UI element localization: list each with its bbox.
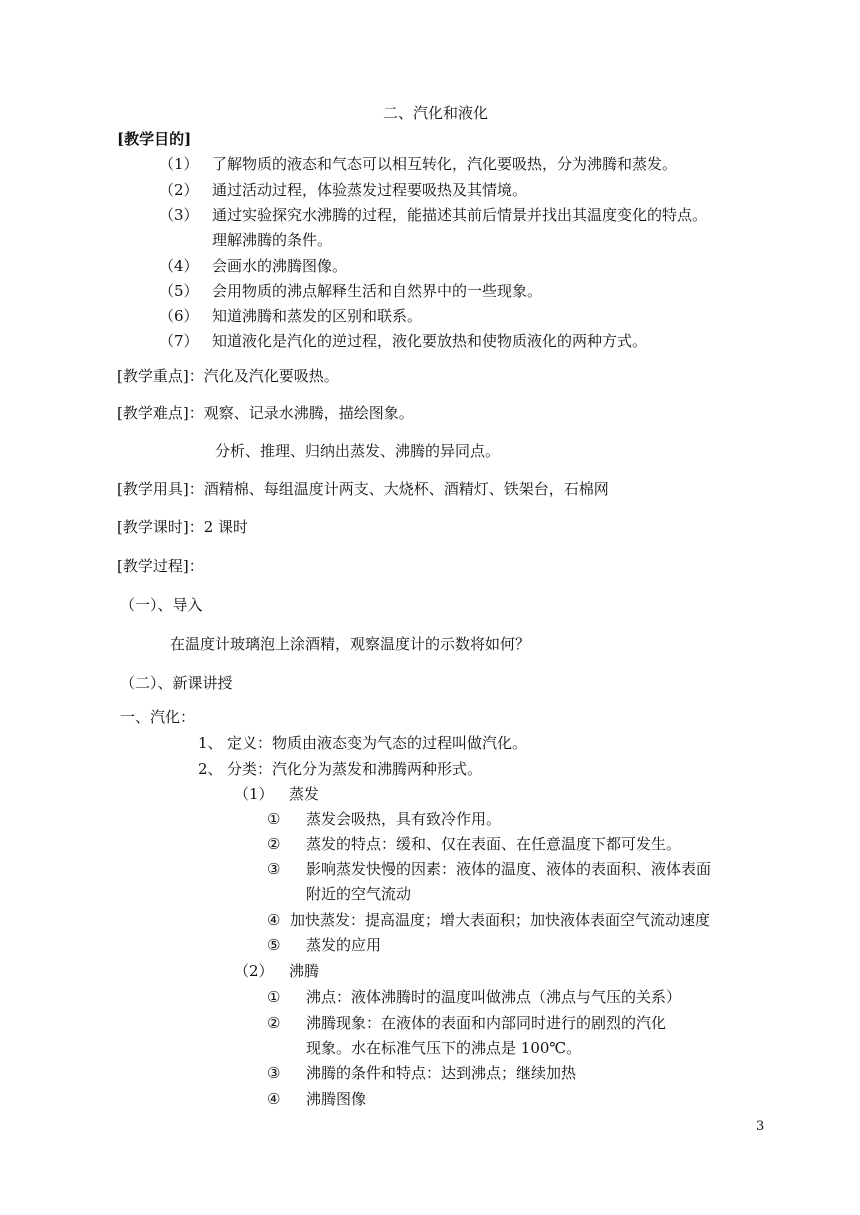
objective-text: 了解物质的液态和气态可以相互转化，汽化要吸热，分为沸腾和蒸发。 bbox=[212, 155, 678, 173]
list-marker: ① bbox=[267, 810, 281, 828]
vaporization-heading: 一、汽化： bbox=[120, 708, 196, 726]
evaporation-title: 蒸发 bbox=[289, 785, 320, 803]
intro-text: 在温度计玻璃泡上涂酒精，观察温度计的示数将如何？ bbox=[170, 635, 531, 653]
objective-text: 会画水的沸腾图像。 bbox=[212, 257, 348, 275]
list-marker: ⑤ bbox=[267, 936, 281, 954]
list-marker: ① bbox=[267, 988, 281, 1006]
new-lesson-heading: （二）、新课讲授 bbox=[120, 674, 233, 692]
objective-text: 知道液化是汽化的逆过程，液化要放热和使物质液化的两种方式。 bbox=[212, 332, 648, 350]
list-marker: ④ bbox=[267, 911, 281, 929]
page-number: 3 bbox=[756, 1119, 765, 1134]
difficulty-line: [教学难点]：观察、记录水沸腾，描绘图象。 bbox=[117, 404, 414, 422]
list-item-continued: 附近的空气流动 bbox=[306, 885, 412, 903]
classification-text: 分类：汽化分为蒸发和沸腾两种形式。 bbox=[227, 760, 483, 778]
list-item: 影响蒸发快慢的因素：液体的温度、液体的表面积、液体表面 bbox=[306, 860, 712, 878]
list-item-continued: 现象。水在标准气压下的沸点是 100℃。 bbox=[306, 1039, 582, 1057]
list-item: 沸腾图像 bbox=[306, 1090, 367, 1108]
hours-line: [教学课时]：2 课时 bbox=[117, 518, 249, 536]
objective-text: 会用物质的沸点解释生活和自然界中的一些现象。 bbox=[212, 282, 543, 300]
process-line: [教学过程]： bbox=[117, 557, 204, 575]
objective-text: 通过实验探究水沸腾的过程，能描述其前后情景并找出其温度变化的特点。 bbox=[212, 206, 708, 224]
objective-number: （2） bbox=[159, 181, 199, 199]
evaporation-number: （1） bbox=[234, 785, 274, 803]
list-item: 沸腾的条件和特点：达到沸点；继续加热 bbox=[306, 1064, 577, 1082]
objective-number: （4） bbox=[159, 257, 199, 275]
list-item: 沸点：液体沸腾时的温度叫做沸点（沸点与气压的关系） bbox=[306, 988, 682, 1006]
objectives-heading: [教学目的] bbox=[117, 130, 192, 148]
classification-number: 2、 bbox=[198, 760, 223, 778]
objective-text-continued: 理解沸腾的条件。 bbox=[212, 231, 333, 249]
list-marker: ④ bbox=[267, 1090, 281, 1108]
objective-text: 知道沸腾和蒸发的区别和联系。 bbox=[212, 307, 423, 325]
list-marker: ② bbox=[267, 835, 281, 853]
objective-text: 通过活动过程，体验蒸发过程要吸热及其情境。 bbox=[212, 181, 528, 199]
boiling-title: 沸腾 bbox=[289, 962, 320, 980]
boiling-number: （2） bbox=[234, 962, 274, 980]
definition-text: 定义：物质由液态变为气态的过程叫做汽化。 bbox=[227, 734, 528, 752]
intro-heading: （一）、导入 bbox=[120, 596, 203, 614]
list-item: 沸腾现象：在液体的表面和内部同时进行的剧烈的汽化 bbox=[306, 1014, 667, 1032]
difficulty-line-2: 分析、推理、归纳出蒸发、沸腾的异同点。 bbox=[215, 442, 501, 460]
list-item: 蒸发的应用 bbox=[306, 936, 382, 954]
objective-number: （1） bbox=[159, 155, 199, 173]
objective-number: （7） bbox=[159, 332, 199, 350]
list-marker: ② bbox=[267, 1014, 281, 1032]
tools-line: [教学用具]：酒精棉、每组温度计两支、大烧杯、酒精灯、铁架台，石棉网 bbox=[117, 480, 609, 498]
page-title: 二、汽化和液化 bbox=[383, 104, 489, 122]
list-marker: ③ bbox=[267, 860, 281, 878]
objective-number: （3） bbox=[159, 206, 199, 224]
focus-line: [教学重点]：汽化及汽化要吸热。 bbox=[117, 367, 339, 385]
objective-number: （5） bbox=[159, 282, 199, 300]
objective-number: （6） bbox=[159, 307, 199, 325]
list-item: 蒸发的特点：缓和、仅在表面、在任意温度下都可发生。 bbox=[306, 835, 682, 853]
list-item: 蒸发会吸热，具有致冷作用。 bbox=[306, 810, 502, 828]
definition-number: 1、 bbox=[198, 734, 223, 752]
list-marker: ③ bbox=[267, 1064, 281, 1082]
list-item: 加快蒸发：提高温度；增大表面积；加快液体表面空气流动速度 bbox=[290, 911, 711, 929]
